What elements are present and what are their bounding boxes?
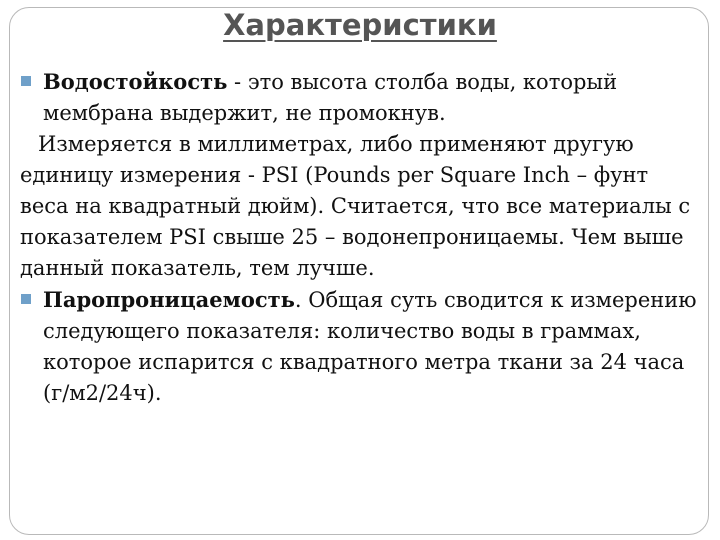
definition-vapor-permeability: . Общая суть сводится к измерению следующего показателя: количество воды в граммах, которое испарится с квадратного метра ткани за 24 часа (г/м2/24ч).	[43, 288, 697, 405]
definition-water-resistance: - это высота столба воды, который мембрана выдержит, не промокнув.	[43, 70, 618, 125]
term-vapor-permeability: Паропроницаемость	[43, 287, 295, 312]
paragraph-measurement	[20, 129, 700, 284]
bullet-vapor-permeability	[20, 284, 700, 409]
slide-content	[20, 66, 700, 409]
term-water-resistance: Водостойкость	[43, 69, 228, 94]
slide-title: Характеристики	[223, 8, 497, 42]
bullet-water-resistance	[20, 66, 700, 129]
square-bullet-icon	[21, 294, 31, 304]
square-bullet-icon	[21, 76, 31, 86]
measurement-text: Измеряется в миллиметрах, либо применяют другую единицу измерения - PSI (Pounds per Square Inch – фунт веса на квадратный дюйм). Считается, что все материалы с показателем PSI свыше 25 – водонепроницаемы. Чем выше данный показатель, тем лучше.	[20, 132, 691, 280]
